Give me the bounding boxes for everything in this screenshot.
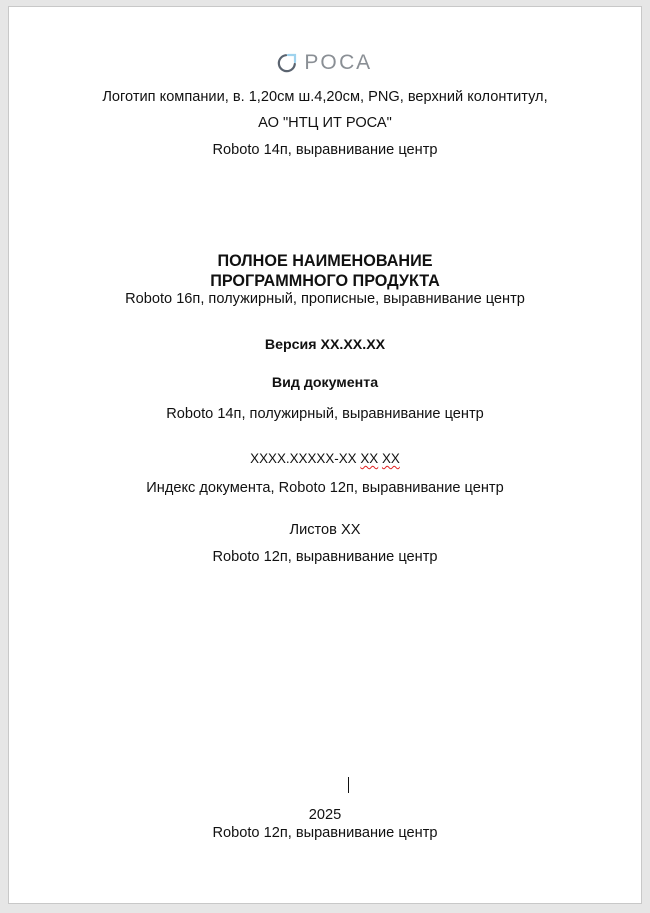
product-title-line2: ПРОГРАММНОГО ПРОДУКТА xyxy=(210,272,440,290)
sheets-format-note: Roboto 12п, выравнивание центр xyxy=(212,549,438,565)
logo-text: РОСА xyxy=(304,51,373,74)
text-cursor xyxy=(348,777,349,793)
document-index-note: Индекс документа, Roboto 12п, выравнивание центр xyxy=(146,480,504,496)
title-format-note: Roboto 16п, полужирный, прописные, выравнивание центр xyxy=(125,291,525,307)
footer-year: 2025 xyxy=(308,807,342,823)
document-index-main: XXXX.XXXXX-XX xyxy=(250,451,357,466)
footer-format-note: Roboto 12п, выравнивание центр xyxy=(212,825,438,841)
document-page[interactable] xyxy=(8,6,642,904)
document-index-part1: XX xyxy=(360,451,379,466)
version-label: Версия XX.XX.XX xyxy=(264,337,386,353)
company-logo xyxy=(9,51,641,75)
header-note-line1: Логотип компании, в. 1,20см ш.4,20см, PNG, верхний колонтитул, xyxy=(102,89,548,105)
header-company-name: АО "НТЦ ИТ РОСА" xyxy=(258,115,392,131)
document-index-part2: XX xyxy=(381,451,400,466)
document-index-code xyxy=(9,451,641,466)
sheets-count: Листов XX xyxy=(289,522,361,538)
rosa-logo-mark-icon xyxy=(277,53,297,73)
product-title-line1: ПОЛНОЕ НАИМЕНОВАНИЕ xyxy=(217,252,433,270)
header-format-note: Roboto 14п, выравнивание центр xyxy=(212,142,438,158)
document-type-label: Вид документа xyxy=(271,375,379,391)
document-type-format-note: Roboto 14п, полужирный, выравнивание центр xyxy=(166,406,484,422)
